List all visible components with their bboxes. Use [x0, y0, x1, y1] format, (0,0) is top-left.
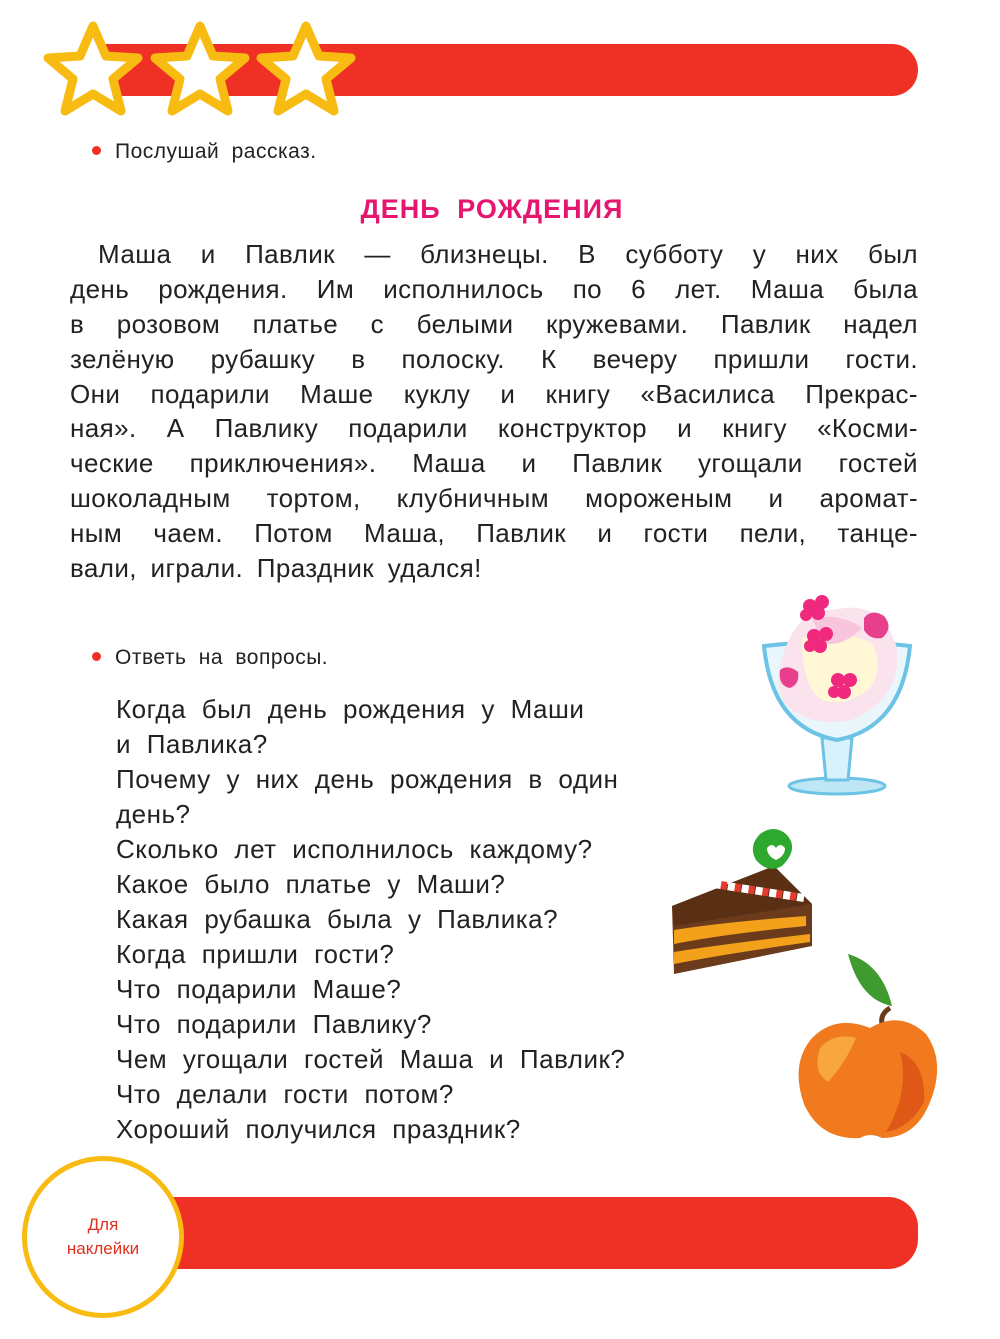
instruction-listen-text: Послушай рассказ. [115, 140, 317, 163]
star-icon [261, 26, 351, 111]
story-line: зелёную рубашку в полоску. К вечеру пришли гости. [70, 343, 918, 374]
sticker-label [67, 1213, 139, 1261]
story-line: Они подарили Маше куклу и книгу «Василиса Прекрас- [70, 378, 918, 409]
question-line: день? [116, 799, 191, 829]
question-line: Что подарили Павлику? [116, 1009, 432, 1039]
star-icon [155, 26, 245, 111]
story-text [70, 237, 918, 586]
story-line: вали, играли. Праздник удался! [70, 553, 482, 584]
question-line: и Павлика? [116, 729, 268, 759]
question-line: Когда пришли гости? [116, 939, 395, 969]
story-line: ная». А Павлику подарили конструктор и книгу «Косми- [70, 413, 918, 444]
bullet-icon [92, 652, 101, 661]
story-line: ческие приключения». Маша и Павлик угощали гостей [70, 448, 918, 479]
instruction-listen [92, 140, 317, 164]
question-line: Какая рубашка была у Павлика? [116, 904, 559, 934]
apple-icon [790, 952, 940, 1144]
instruction-answer-text: Ответь на вопросы. [115, 646, 329, 669]
sticker-label-line: наклейки [66, 1239, 140, 1258]
sticker-label-line: Для [87, 1215, 119, 1234]
question-line: Сколько лет исполнилось каждому? [116, 834, 593, 864]
story-line: ным чаем. Потом Маша, Павлик и гости пели, танце- [70, 518, 918, 549]
story-line: в розовом платье с белыми кружевами. Павлик надел [70, 308, 918, 339]
bullet-icon [92, 146, 101, 155]
question-line: Почему у них день рождения в один [116, 764, 619, 794]
question-line: Чем угощали гостей Маша и Павлик? [116, 1044, 626, 1074]
instruction-answer [92, 646, 328, 670]
sticker-placeholder [22, 1156, 184, 1318]
ice-cream-icon [752, 588, 922, 798]
question-line: Какое было платье у Маши? [116, 869, 506, 899]
star-icon [48, 26, 138, 111]
question-line: Когда был день рождения у Маши [116, 694, 585, 724]
story-title: ДЕНЬ РОЖДЕНИЯ [360, 194, 624, 224]
question-line: Хороший получился праздник? [116, 1114, 521, 1144]
story-line: Маша и Павлик — близнецы. В субботу у них был [98, 239, 918, 269]
story-line: шоколадным тортом, клубничным мороженым и аромат- [70, 483, 918, 514]
question-line: Что подарили Маше? [116, 974, 402, 1004]
stars-rating [38, 18, 368, 128]
question-line: Что делали гости потом? [116, 1079, 454, 1109]
story-line: день рождения. Им исполнилось по 6 лет. Маша была [70, 273, 918, 304]
questions-list [116, 692, 706, 1147]
footer-bar [160, 1197, 918, 1269]
